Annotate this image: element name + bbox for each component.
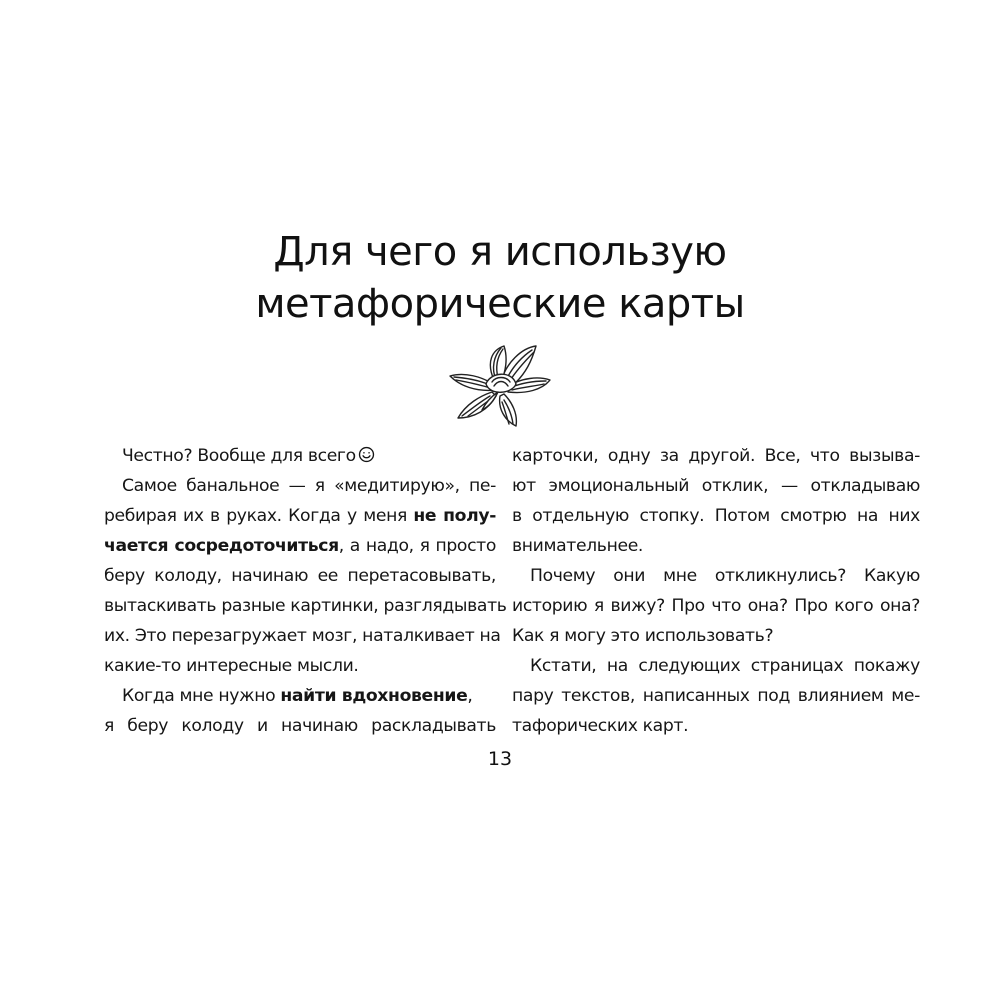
paragraph-line	[104, 501, 496, 531]
paragraph-line	[104, 681, 496, 711]
paragraph-line: в отдельную стопку. Потом смотрю на них	[512, 506, 920, 526]
page-number: 13	[487, 748, 513, 770]
text-run: , а надо, я просто	[338, 536, 496, 556]
paragraph-line: какие-то интересные мысли.	[104, 656, 359, 676]
paragraph-line	[104, 441, 496, 471]
smiley-icon	[358, 446, 375, 463]
text-run: Честно? Вообще для всего	[122, 446, 356, 466]
paragraph-line: Почему они мне откликнулись? Какую	[530, 566, 920, 586]
title-line-2: метафорические карты	[255, 281, 745, 327]
paragraph-line: Кстати, на следующих страницах покажу	[530, 656, 920, 676]
flower-icon	[446, 340, 554, 428]
paragraph-line: тафорических карт.	[512, 716, 689, 736]
paragraph-line: беру колоду, начинаю ее перетасовывать,	[104, 566, 496, 586]
text-run: ,	[467, 686, 473, 706]
paragraph-line: их. Это перезагружает мозг, наталкивает на	[104, 626, 501, 646]
paragraph-line	[104, 531, 496, 561]
right-text-column	[512, 441, 920, 741]
paragraph-line: Как я могу это использовать?	[512, 626, 774, 646]
paragraph-line: я беру колоду и начинаю раскладывать	[104, 716, 496, 736]
paragraph-line: ют эмоциональный отклик, — откладываю	[512, 476, 920, 496]
paragraph-line: внимательнее.	[512, 536, 644, 556]
paragraph-line: вытаскивать разные картинки, разглядывать	[104, 596, 507, 616]
paragraph-line: Самое банальное — я «медитирую», пе-	[122, 476, 496, 496]
left-text-column	[104, 441, 507, 741]
title-line-1: Для чего я использую	[273, 229, 727, 275]
paragraph-line: историю я вижу? Про что она? Про кого она?	[512, 596, 920, 616]
bold-text-run: не полу-	[413, 506, 496, 526]
paragraph-line: карточки, одну за другой. Все, что вызыва-	[512, 446, 920, 466]
text-run: ребирая их в руках. Когда у меня	[104, 506, 407, 526]
bold-text-run: чается сосредоточиться	[104, 536, 339, 556]
text-run: Когда мне нужно	[122, 686, 276, 706]
bold-text-run: найти вдохновение	[280, 686, 468, 706]
paragraph-line: пару текстов, написанных под влиянием ме-	[512, 686, 920, 706]
page-title	[0, 226, 1000, 330]
